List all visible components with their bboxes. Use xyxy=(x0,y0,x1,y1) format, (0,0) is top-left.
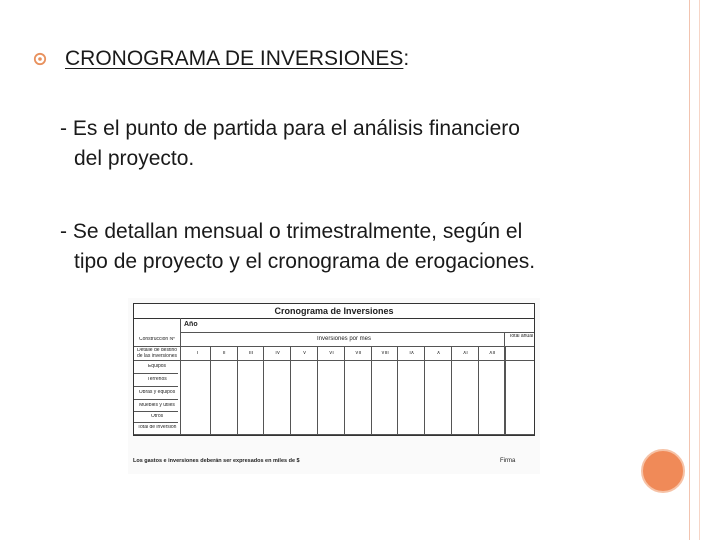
table-gridline xyxy=(134,399,178,400)
table-gridline xyxy=(344,346,345,435)
month-header: XII xyxy=(489,351,496,356)
table-gridline xyxy=(317,346,318,435)
expense-row-label: Muebles y útiles xyxy=(139,403,175,408)
schedule-footnote: Los gastos e inversiones deberán ser expresados en miles de $ xyxy=(133,458,300,464)
table-gridline xyxy=(397,346,398,435)
construction-number-label: Construcción Nº xyxy=(138,337,175,342)
table-gridline xyxy=(134,346,534,347)
month-header: I xyxy=(196,351,199,356)
monthly-investments-header: Inversiones por mes xyxy=(316,336,372,342)
heading-colon: : xyxy=(403,47,410,70)
table-gridline xyxy=(237,346,238,435)
decorative-circle xyxy=(641,449,685,493)
table-gridline xyxy=(451,346,452,435)
table-gridline xyxy=(134,434,534,435)
expense-row-label: Terrenos xyxy=(147,377,167,382)
schedule-table xyxy=(133,303,535,436)
table-gridline xyxy=(478,346,479,435)
table-gridline xyxy=(290,346,291,435)
month-header: VIII xyxy=(381,351,389,356)
paragraph-purpose xyxy=(60,114,520,174)
heading-text: CRONOGRAMA DE INVERSIONES xyxy=(65,47,404,70)
table-gridline xyxy=(134,360,534,361)
month-header: III xyxy=(248,351,254,356)
detail-label: Detalle de destino de las inversiones xyxy=(136,348,178,359)
table-gridline xyxy=(371,346,372,435)
bullet-icon xyxy=(33,52,47,66)
scanned-investment-schedule xyxy=(128,298,540,474)
expense-row-label: Obras y equipos xyxy=(138,390,176,395)
table-gridline xyxy=(505,346,506,435)
table-gridline xyxy=(180,318,181,435)
table-gridline xyxy=(210,346,211,435)
table-gridline xyxy=(134,422,178,423)
month-header: V xyxy=(302,351,307,356)
year-label: Año xyxy=(184,321,198,328)
annual-total-header: Total anual xyxy=(508,334,534,339)
expense-row-label: Equipos xyxy=(147,364,167,369)
table-gridline xyxy=(263,346,264,435)
decorative-edge-line xyxy=(699,0,700,540)
paragraph-line: - Se detallan mensual o trimestralmente, según el xyxy=(60,220,523,243)
table-gridline xyxy=(180,332,534,333)
signature-label: Firma xyxy=(500,458,516,464)
paragraph-line: tipo de proyecto y el cronograma de erogaciones. xyxy=(74,250,536,273)
table-gridline xyxy=(424,346,425,435)
month-header: IX xyxy=(409,351,415,356)
month-header: II xyxy=(222,351,226,356)
table-gridline xyxy=(134,411,178,412)
month-header: IV xyxy=(275,351,281,356)
total-investment-label: Total de inversión xyxy=(137,425,177,430)
schedule-title: Cronograma de Inversiones xyxy=(134,304,534,319)
month-header: X xyxy=(436,351,441,356)
month-header: XI xyxy=(463,351,468,356)
table-gridline xyxy=(134,386,178,387)
decorative-edge-line xyxy=(689,0,690,540)
slide-heading xyxy=(33,44,409,74)
expense-row-label: Otros xyxy=(150,414,164,419)
month-header: VI xyxy=(329,351,334,356)
month-header: VII xyxy=(355,351,362,356)
table-gridline xyxy=(134,373,178,374)
paragraph-line: del proyecto. xyxy=(74,147,195,170)
paragraph-detail xyxy=(60,217,535,277)
paragraph-line: - Es el punto de partida para el análisis financiero xyxy=(60,117,520,140)
